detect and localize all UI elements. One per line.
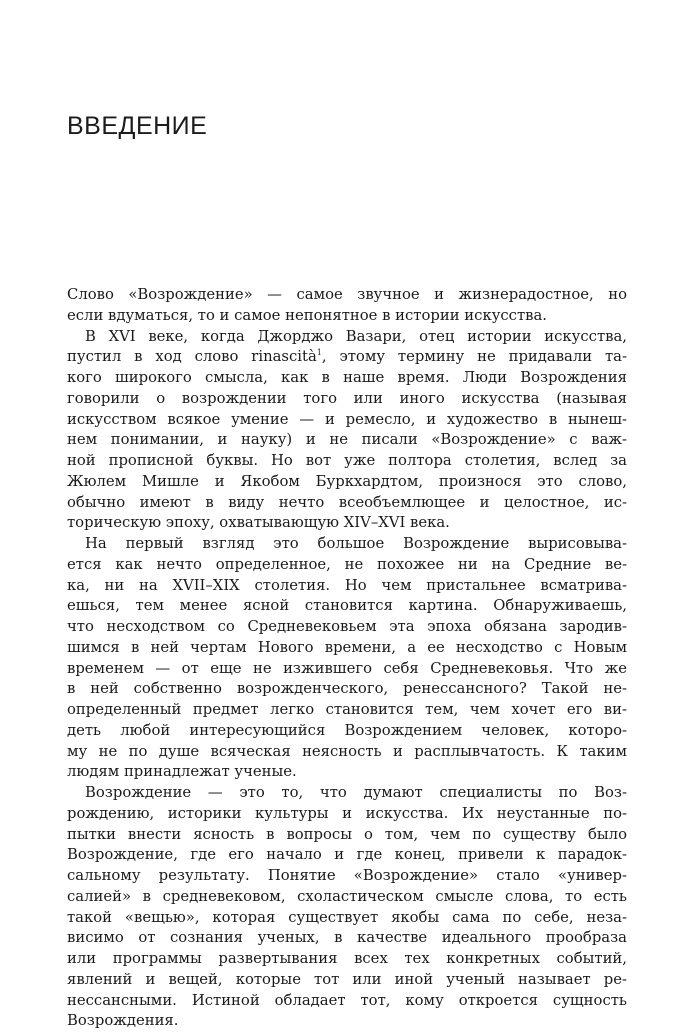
- text-line: салией» в средневековом, схоластическом смысле слова, то есть: [67, 887, 627, 905]
- text-line: или программы развертывания всех тех конкретных событий,: [67, 950, 627, 967]
- text-line: ется как нечто определенное, не похожее ни на Средние ве-: [67, 555, 627, 573]
- text-line: Возрождения.: [67, 1012, 179, 1030]
- paragraph: [67, 534, 627, 783]
- text-line: Возрождение, где его начало и где конец, привели к парадок-: [67, 846, 627, 864]
- text-line: В XVI веке, когда Джорджо Вазари, отец истории искусства,: [85, 327, 627, 345]
- text-line: ной прописной буквы. Но вот уже полтора столетия, вслед за: [67, 452, 627, 469]
- text-line: деть любой интересующийся Возрождением человек, которо-: [67, 721, 627, 739]
- text-line: рождению, историки культуры и искусства. Их неустанные по-: [67, 804, 627, 822]
- text-line: людям принадлежат ученые.: [67, 763, 297, 781]
- text-line: обычно имеют в виду нечто всеобъемлющее и целостное, ис-: [67, 493, 627, 511]
- text-line: нем понимании, и науку) и не писали «Возрождение» с важ-: [67, 431, 627, 449]
- text-line: шимся в ней чертам Нового времени, а ее несходство с Новым: [67, 638, 627, 656]
- text-line: если вдуматься, то и самое непонятное в истории искусства.: [67, 306, 548, 324]
- text-line: На первый взгляд это большое Возрождение вырисовыва-: [85, 535, 627, 552]
- text-line: явлений и вещей, которые тот или иной ученый называет ре-: [67, 970, 627, 988]
- text-line: Жюлем Мишле и Якобом Буркхардтом, произнося это слово,: [67, 472, 627, 490]
- text-line: в ней собственно возрожденческого, ренессансного? Такой не-: [67, 680, 627, 698]
- text-line: определенный предмет легко становится тем, чем хочет его ви-: [67, 701, 627, 718]
- text-line: висимо от сознания ученых, в качестве идеального прообраза: [67, 929, 627, 947]
- text-line: нессансными. Истиной обладает тот, кому откроется сущность: [67, 991, 627, 1009]
- text-line: кого широкого смысла, как в наше время. Люди Возрождения: [67, 369, 627, 386]
- text-line: что несходством со Средневековьем эта эпоха обязана зародив-: [67, 618, 627, 635]
- text-line: Слово «Возрождение» — самое звучное и жизнерадостное, но: [67, 286, 627, 303]
- text-line: му не по душе всяческая неясность и расплывчатость. К таким: [67, 742, 627, 760]
- text-line: пытки внести ясность в вопросы о том, чем по существу было: [67, 825, 627, 843]
- text-line: Возрождение — это то, что думают специалисты по Воз-: [85, 784, 627, 801]
- text-line: ка, ни на XVII–XIX столетия. Но чем пристальнее всматрива-: [67, 576, 627, 594]
- chapter-heading: ВВЕДЕНИЕ: [67, 112, 208, 140]
- text-line: торическую эпоху, охватывающую XIV–XVI века.: [67, 514, 450, 532]
- chapter-body: [67, 285, 627, 1032]
- text-line: говорили о возрождении того или иного искусства (называя: [67, 389, 627, 407]
- paragraph: [67, 285, 627, 327]
- text-line: временем — от еще не изжившего себя Средневековья. Что же: [67, 659, 627, 677]
- text-line: искусством всякое умение — и ремесло, и художество в нынеш-: [67, 410, 627, 428]
- text-line: такой «вещью», которая существует якобы сама по себе, неза-: [67, 908, 627, 926]
- text-line: ешься, тем менее ясной становится картина. Обнаруживаешь,: [67, 597, 627, 615]
- paragraph: [67, 783, 627, 1032]
- text-line: сальному результату. Понятие «Возрождение» стало «универ-: [67, 867, 627, 884]
- text-line: пустил в ход слово rinascità$^1$, этому термину не придавали та-: [67, 348, 627, 366]
- footnote-marker[interactable]: 1: [316, 348, 322, 358]
- paragraph: [67, 327, 627, 535]
